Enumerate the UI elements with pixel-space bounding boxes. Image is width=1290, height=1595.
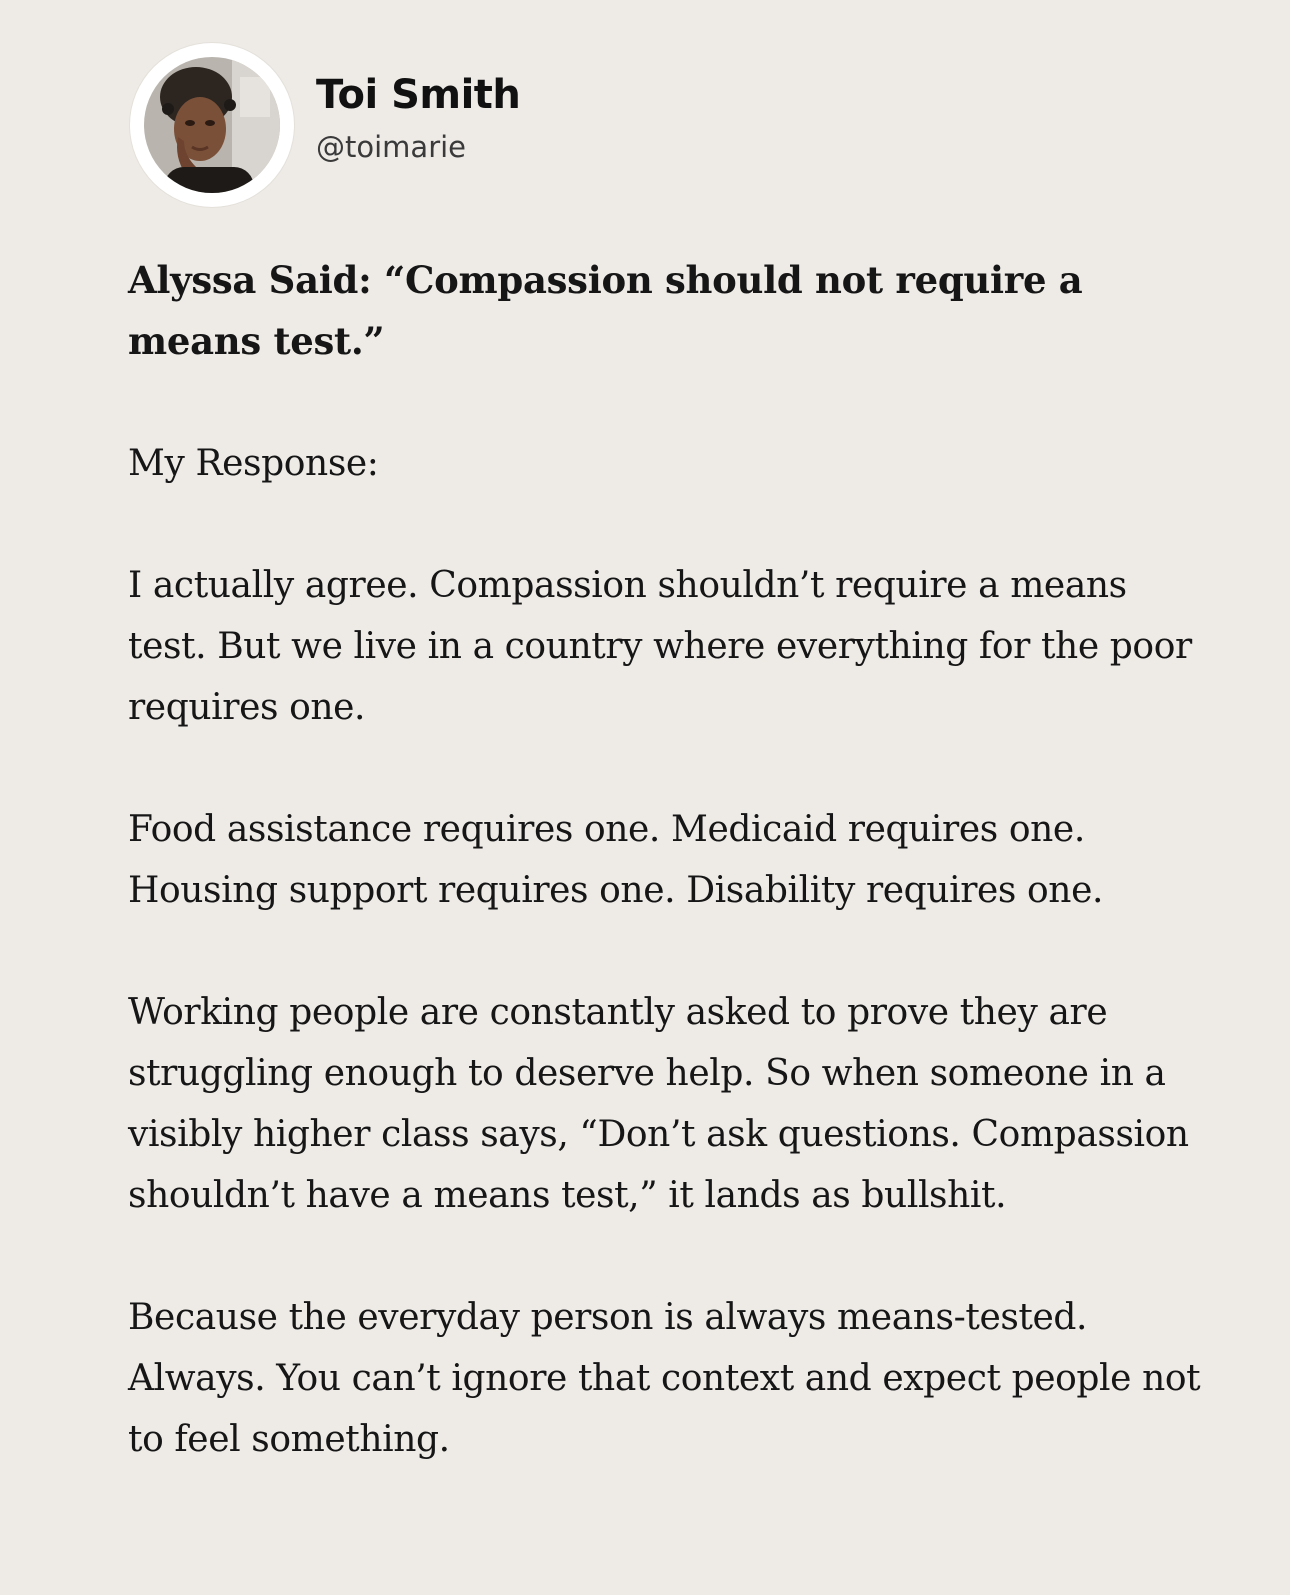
post-paragraph: Food assistance requires one. Medicaid requires one. Housing support requires one. Disability requires one. [128,809,1104,911]
post-paragraph: I actually agree. Compassion shouldn’t require a means test. But we live in a country where everything for the poor requires one. [128,565,1192,728]
post-paragraph: Working people are constantly asked to prove they are struggling enough to deserve help. So when someone in a visibly higher class says, “Don’t ask questions. Compassion shouldn’t have a means test,” it lands as bullshit. [128,992,1189,1216]
post-header [130,42,520,208]
quoted-statement: Alyssa Said: “Compassion should not require a means test.” [128,258,1083,363]
author-handle[interactable]: @toimarie [316,130,467,164]
avatar[interactable] [130,43,294,207]
response-heading: My Response: [128,443,379,484]
post-body [128,250,1208,1470]
author-identity [316,69,520,167]
author-name[interactable]: Toi Smith [316,72,521,118]
profile-photo-icon [144,57,280,193]
post-paragraph: Because the everyday person is always means-tested. Always. You can’t ignore that context and expect people not to feel something. [128,1297,1201,1460]
